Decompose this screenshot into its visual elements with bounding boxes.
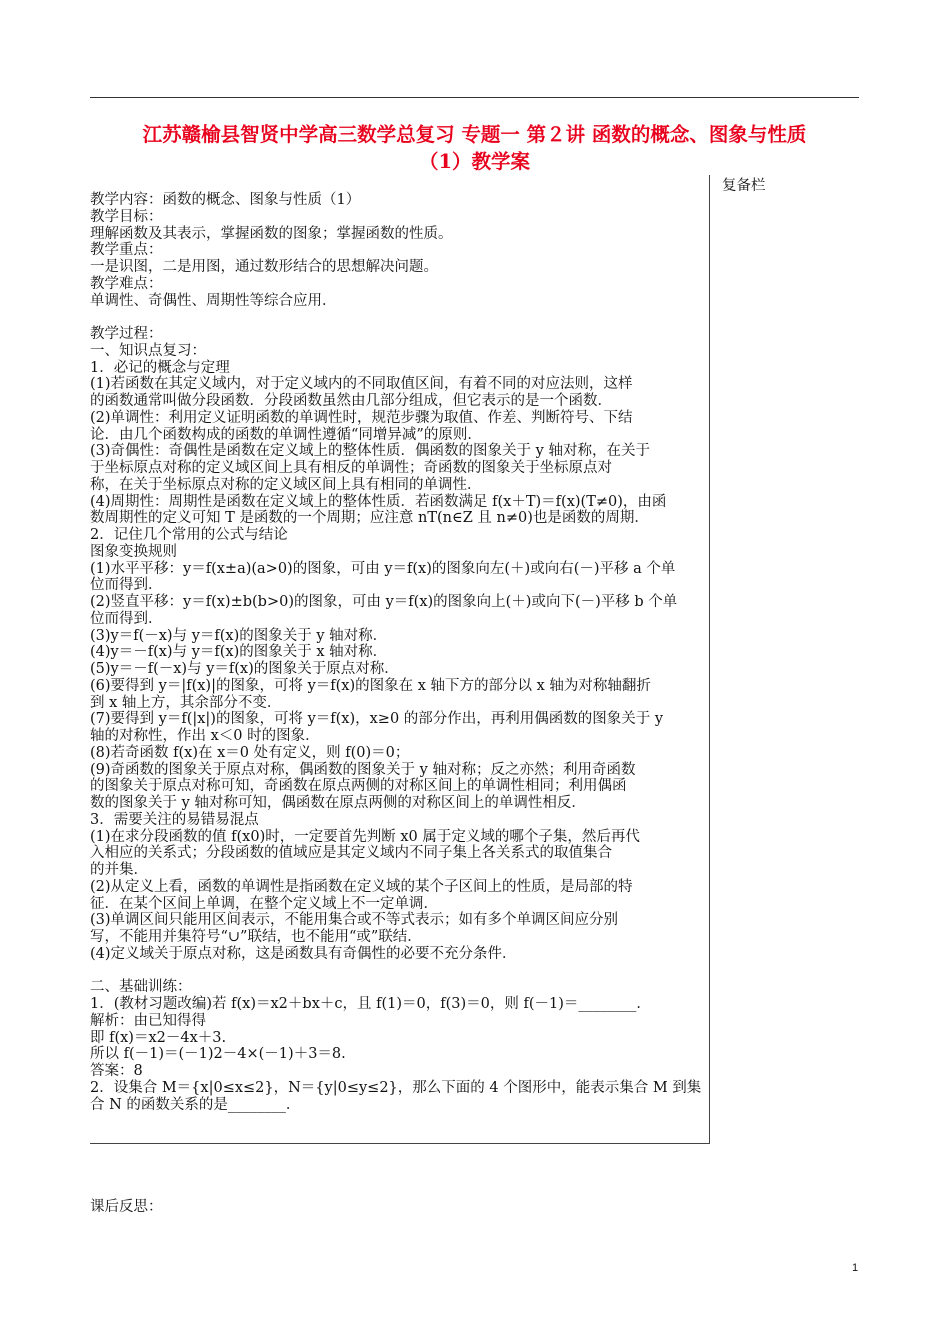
body-line: 教学难点： bbox=[90, 275, 163, 292]
body-line: 位而得到． bbox=[90, 577, 163, 594]
body-line: 2．记住几个常用的公式与结论 bbox=[90, 527, 288, 543]
body-line: 写，不能用并集符号“∪”联结，也不能用“或”联结． bbox=[90, 929, 422, 945]
body-line: 的函数通常叫做分段函数．分段函数虽然由几部分组成，但它表示的是一个函数． bbox=[90, 393, 612, 409]
body-line: 1．必记的概念与定理 bbox=[90, 359, 230, 376]
body-line bbox=[90, 963, 705, 980]
body-line: 答案：8 bbox=[90, 1063, 143, 1079]
body-line: (5)y＝－f(－x)与 y＝f(x)的图象关于原点对称． bbox=[90, 661, 399, 677]
body-line: (7)要得到 y＝f(|x|)的图象，可将 y＝f(x)，x≥0 的部分作出，再利用偶函数的图象关于 y bbox=[90, 711, 664, 728]
body-line: 2．设集合 M＝{x|0≤x≤2}，N＝{y|0≤y≤2}，那么下面的 4 个图形中，能表示集合 M 到集 bbox=[90, 1079, 702, 1096]
title-line-2: （1）教学案 bbox=[418, 150, 531, 173]
body-line: 称，在关于坐标原点对称的定义域区间上具有相同的单调性． bbox=[90, 476, 482, 493]
body-line: (4)y＝－f(x)与 y＝f(x)的图象关于 x 轴对称． bbox=[90, 644, 388, 661]
lesson-plan-table bbox=[90, 175, 859, 1192]
body-line: (6)要得到 y＝|f(x)|的图象，可将 y＝f(x)的图象在 x 轴下方的部分以 x 轴为对称轴翻折 bbox=[90, 677, 651, 694]
body-line: 入相应的关系式；分段函数的值域应是其定义域内不同子集上各关系式的取值集合 bbox=[90, 845, 612, 862]
body-line: (2)竖直平移：y＝f(x)±b(b>0)的图象，可由 y＝f(x)的图象向上(＋)或向下(－)平移 b 个单 bbox=[90, 594, 678, 610]
body-line: 即 f(x)＝x2－4x＋3. bbox=[90, 1029, 227, 1046]
body-line: 3．需要关注的易错易混点 bbox=[90, 811, 259, 828]
body-line: 到 x 轴上方，其余部分不变． bbox=[90, 694, 282, 711]
body-line: 教学重点： bbox=[90, 242, 163, 259]
body-line: 轴的对称性，作出 x＜0 时的图象． bbox=[90, 728, 320, 744]
lesson-body bbox=[90, 192, 705, 1113]
body-line: (3)y＝f(－x)与 y＝f(x)的图象关于 y 轴对称． bbox=[90, 627, 388, 644]
body-line: 的图象关于原点对称可知，奇函数在原点两侧的对称区间上的单调性相同；利用偶函 bbox=[90, 778, 627, 795]
body-line: (2)从定义上看，函数的单调性是指函数在定义域的某个子区间上的性质，是局部的特 bbox=[90, 878, 633, 895]
table-bottom-rule bbox=[90, 1143, 710, 1144]
body-line: (4)周期性：周期性是函数在定义域上的整体性质．若函数满足 f(x＋T)＝f(x)(T≠0)，由函 bbox=[90, 493, 667, 510]
title-line-1: 江苏赣榆县智贤中学高三数学总复习 专题一 第２讲 函数的概念、图象与性质 bbox=[142, 123, 807, 146]
body-line: 位而得到． bbox=[90, 610, 163, 627]
column-divider bbox=[709, 175, 710, 1143]
body-line: 论．由几个函数构成的函数的单调性遵循“同增异减”的原则． bbox=[90, 426, 482, 443]
body-line bbox=[90, 309, 705, 326]
body-line: (1)若函数在其定义域内，对于定义域内的不同取值区间，有着不同的对应法则，这样 bbox=[90, 376, 633, 393]
body-line: 数的图象关于 y 轴对称可知，偶函数在原点两侧的对称区间上的单调性相反． bbox=[90, 795, 586, 811]
after-class-reflection-label: 课后反思： bbox=[90, 1199, 163, 1215]
body-line: (9)奇函数的图象关于原点对称，偶函数的图象关于 y 轴对称；反之亦然；利用奇函数 bbox=[90, 761, 636, 778]
body-line: 一、知识点复习： bbox=[90, 342, 206, 359]
body-line: 1．(教材习题改编)若 f(x)＝x2＋bx＋c，且 f(1)＝0，f(3)＝0，则 f(－1)＝________． bbox=[90, 996, 651, 1012]
body-line: (8)若奇函数 f(x)在 x＝0 处有定义，则 f(0)＝0； bbox=[90, 744, 410, 761]
body-line: 的并集． bbox=[90, 862, 148, 878]
body-line: 一是识图，二是用图，通过数形结合的思想解决问题。 bbox=[90, 259, 438, 275]
body-line: (3)单调区间只能用区间表示，不能用集合或不等式表示；如有多个单调区间应分别 bbox=[90, 912, 619, 929]
body-line: 教学过程： bbox=[90, 326, 163, 342]
body-line: (4)定义域关于原点对称，这是函数具有奇偶性的必要不充分条件． bbox=[90, 945, 517, 962]
body-line: 解析：由已知得得 bbox=[90, 1012, 206, 1029]
body-line: 于坐标原点对称的定义域区间上具有相反的单调性；奇函数的图象关于坐标原点对 bbox=[90, 460, 612, 476]
body-line: 二、基础训练： bbox=[90, 979, 192, 996]
body-line: 合 N 的函数关系的是________． bbox=[90, 1096, 301, 1113]
body-line: 图象变换规则 bbox=[90, 543, 177, 560]
body-line: 征．在某个区间上单调，在整个定义域上不一定单调． bbox=[90, 895, 438, 912]
body-line: (3)奇偶性：奇偶性是函数在定义域上的整体性质．偶函数的图象关于 y 轴对称，在关于 bbox=[90, 443, 650, 460]
body-line: (1)水平平移：y＝f(x±a)(a>0)的图象，可由 y＝f(x)的图象向左(＋)或向右(－)平移 a 个单 bbox=[90, 560, 676, 577]
page-number: 1 bbox=[852, 1262, 859, 1274]
body-line: 单调性、奇偶性、周期性等综合应用． bbox=[90, 292, 337, 309]
body-line: 数周期性的定义可知 T 是函数的一个周期；应注意 nT(n∈Z 且 n≠0)也是函数的周期． bbox=[90, 510, 649, 527]
body-line: 教学内容：函数的概念、图象与性质（1） bbox=[90, 192, 361, 208]
review-column-label: 复备栏 bbox=[722, 178, 766, 194]
body-line: 所以 f(－1)＝(－1)2－4×(－1)＋3＝8. bbox=[90, 1046, 346, 1063]
body-line: (1)在求分段函数的值 f(x0)时，一定要首先判断 x0 属于定义域的哪个子集，然后再代 bbox=[90, 828, 640, 845]
header-rule bbox=[90, 97, 859, 98]
body-line: 理解函数及其表示，掌握函数的图象；掌握函数的性质。 bbox=[90, 225, 453, 242]
body-line: 教学目标： bbox=[90, 208, 163, 225]
document-title bbox=[90, 121, 859, 175]
body-line: (2)单调性：利用定义证明函数的单调性时，规范步骤为取值、作差、判断符号、下结 bbox=[90, 409, 633, 426]
